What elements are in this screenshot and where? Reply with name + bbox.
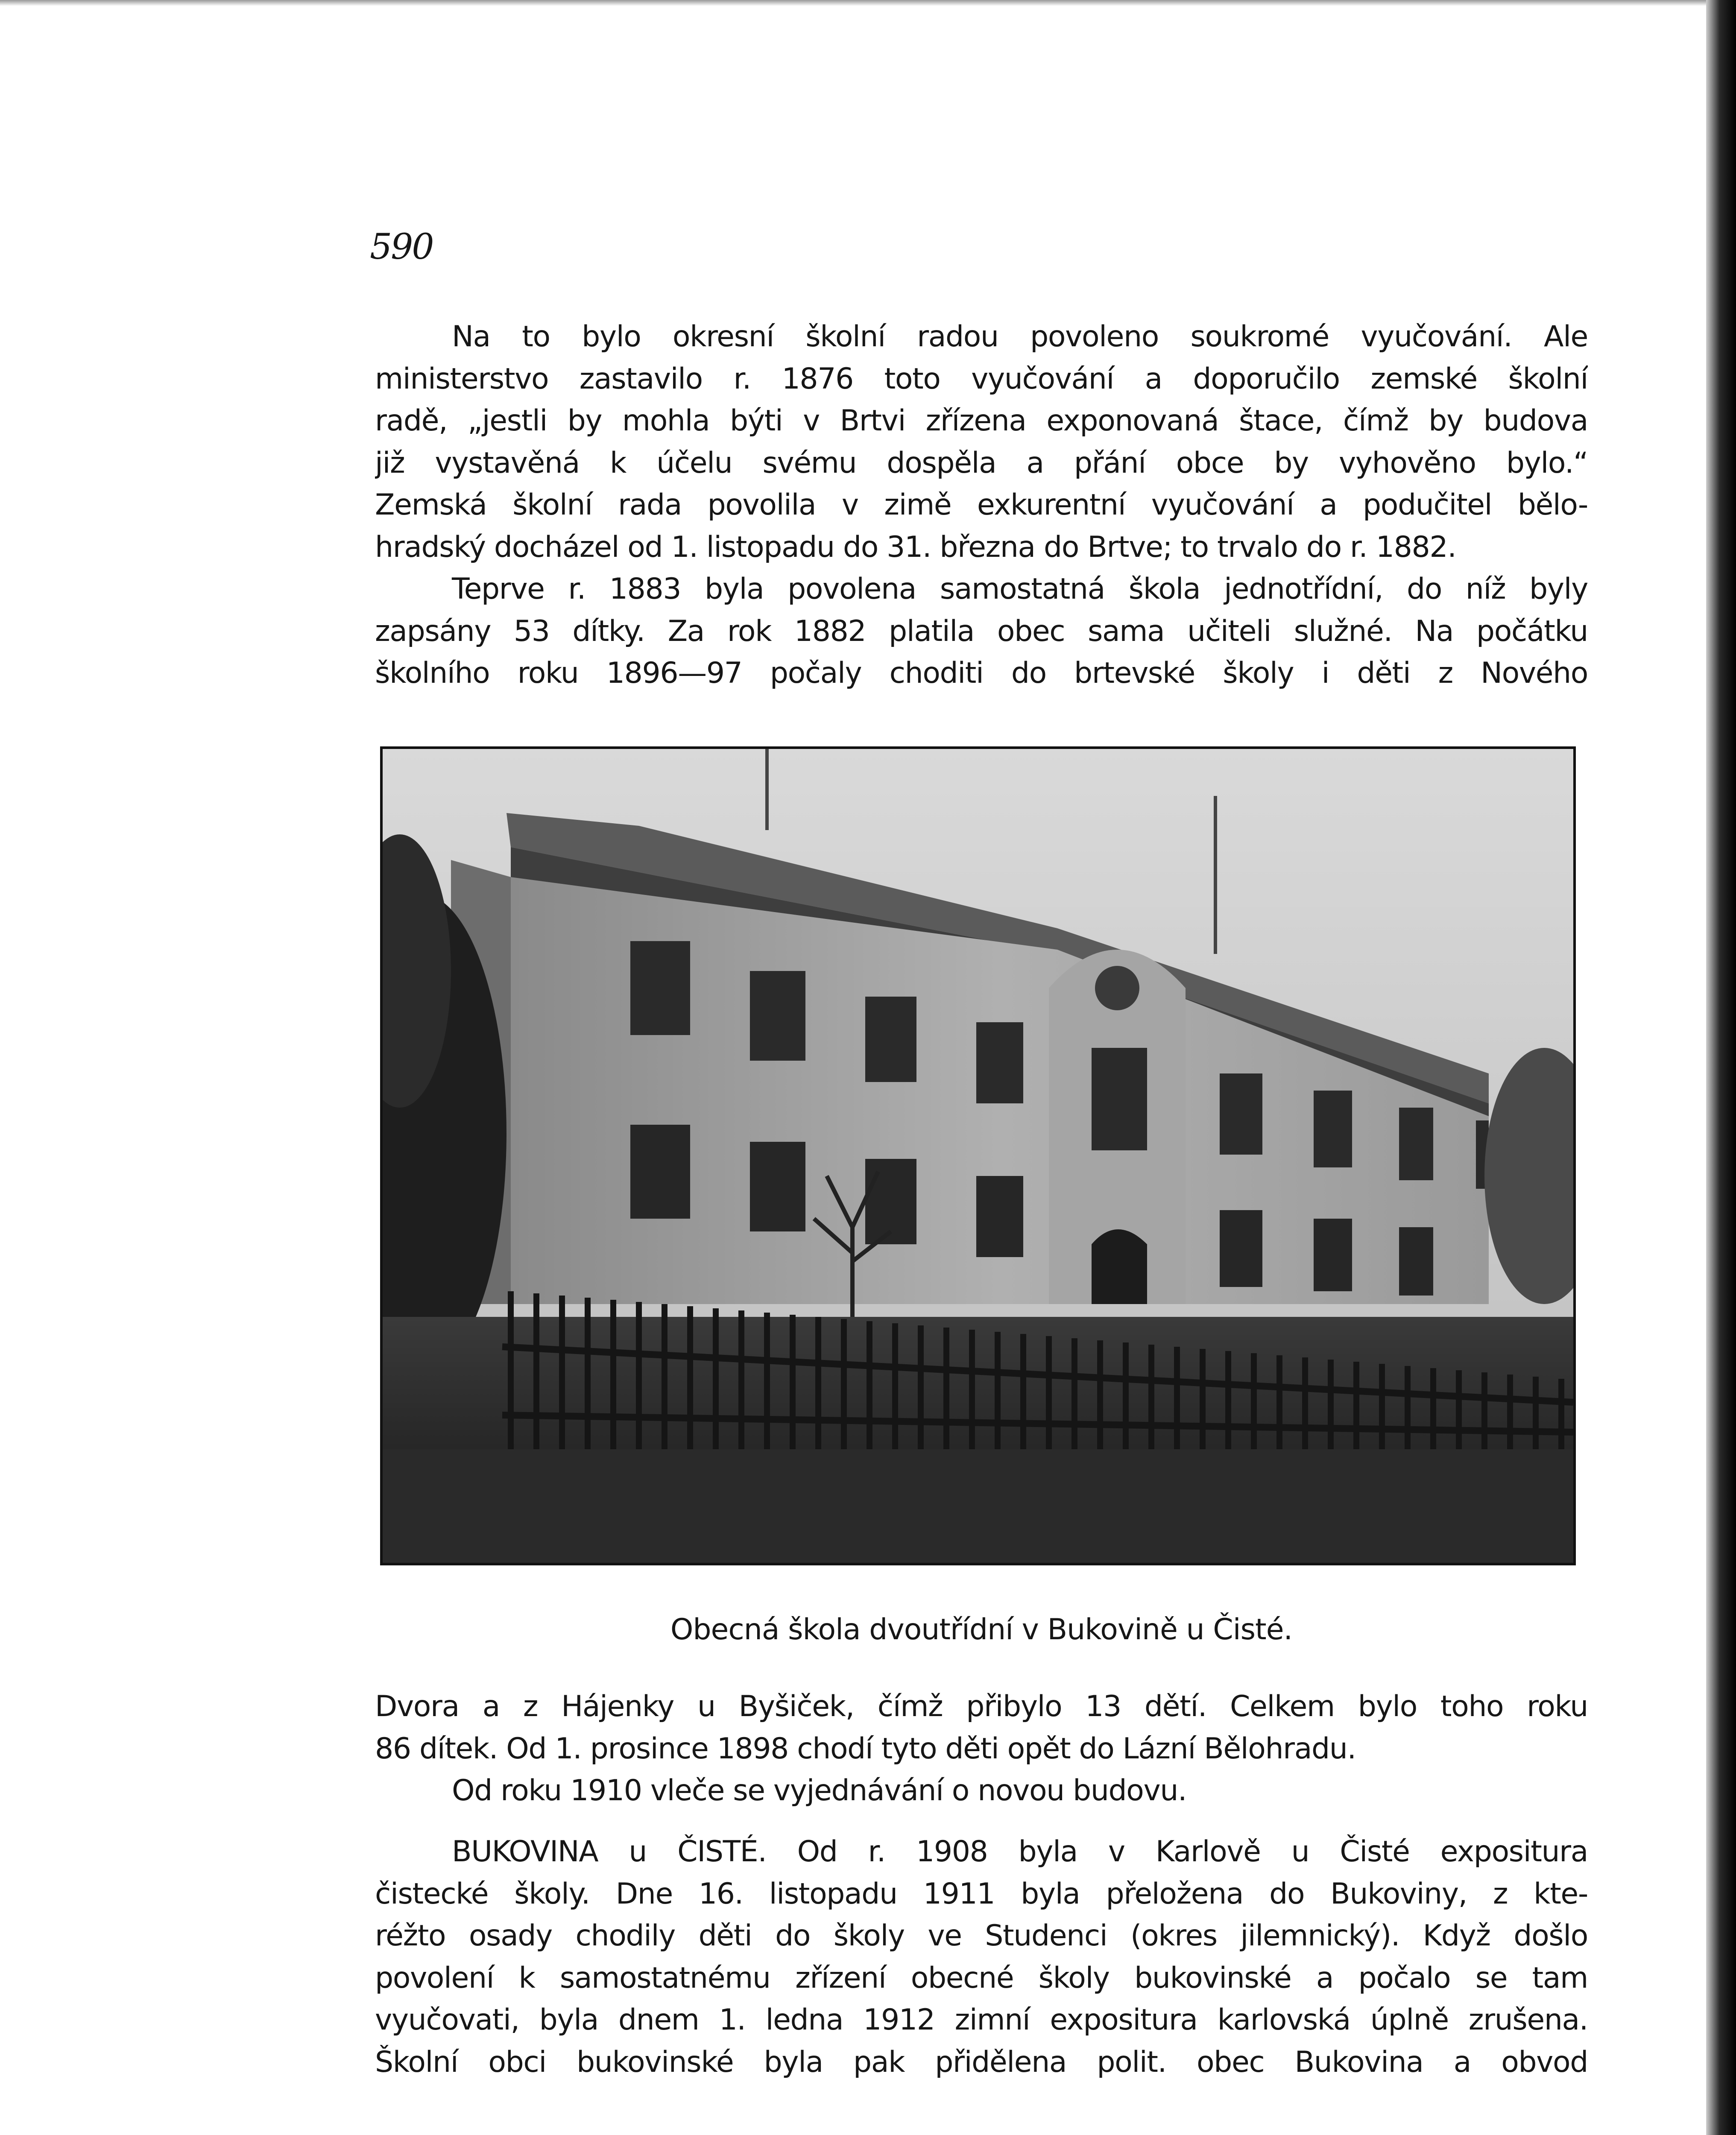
text-line: vyučovati, byla dnem 1. ledna 1912 zimní expositura karlovská úplně zrušena.: [375, 2003, 1588, 2037]
text-line: 86 dítek. Od 1. prosince 1898 chodí tyto děti opět do Lázní Bělohradu.: [375, 1731, 1356, 1766]
text-line: zapsány 53 dítky. Za rok 1882 platila obec sama učiteli služné. Na počátku: [375, 614, 1588, 648]
text-line: hradský docházel od 1. listopadu do 31. března do Brtve; to trvalo do r. 1882.: [375, 530, 1456, 564]
text-block-top: [375, 316, 1588, 695]
scan-right-edge: [1706, 0, 1736, 2135]
text-block-bottom: [375, 1831, 1588, 2083]
text-line: Školní obci bukovinské byla pak přidělena polit. obec Bukovina a obvod: [375, 2045, 1588, 2079]
text-line: Na to bylo okresní školní radou povoleno soukromé vyučování. Ale: [452, 320, 1588, 354]
text-line: školního roku 1896—97 počaly choditi do brtevské školy i děti z Nového: [375, 656, 1588, 690]
page-number: 590: [370, 227, 433, 267]
text-line: réžto osady chodily děti do školy ve Studenci (okres jilemnický). Když došlo: [375, 1919, 1588, 1953]
text-line: již vystavěná k účelu svému dospěla a přání obce by vyhověno bylo.“: [375, 446, 1588, 480]
photo-caption: Obecná škola dvoutřídní v Bukovině u Čisté.: [670, 1613, 1293, 1647]
text-line: BUKOVINA u ČISTÉ. Od r. 1908 byla v Karlově u Čisté expositura: [452, 1835, 1588, 1869]
text-line: Teprve r. 1883 byla povolena samostatná škola jednotřídní, do níž byly: [452, 572, 1588, 606]
text-line: Od roku 1910 vleče se vyjednávání o novou budovu.: [452, 1774, 1187, 1807]
text-line: povolení k samostatnému zřízení obecné školy bukovinské a počalo se tam: [375, 1961, 1588, 1995]
text-line: Dvora a z Hájenky u Byšiček, čímž přibylo 13 dětí. Celkem bylo toho roku: [375, 1690, 1588, 1723]
text-line: čistecké školy. Dne 16. listopadu 1911 byla přeložena do Bukoviny, z kte-: [375, 1877, 1588, 1911]
scan-top-edge: [0, 0, 1736, 6]
text-line: radě, „jestli by mohla býti v Brtvi zřízena exponovaná štace, čímž by budova: [375, 404, 1588, 438]
text-line: Zemská školní rada povolila v zimě exkurentní vyučování a podučitel bělo-: [375, 488, 1588, 522]
school-building-photo: [380, 746, 1576, 1565]
text-line: ministerstvo zastavilo r. 1876 toto vyučování a doporučilo zemské školní: [375, 362, 1588, 396]
text-block-middle: [375, 1686, 1588, 1812]
